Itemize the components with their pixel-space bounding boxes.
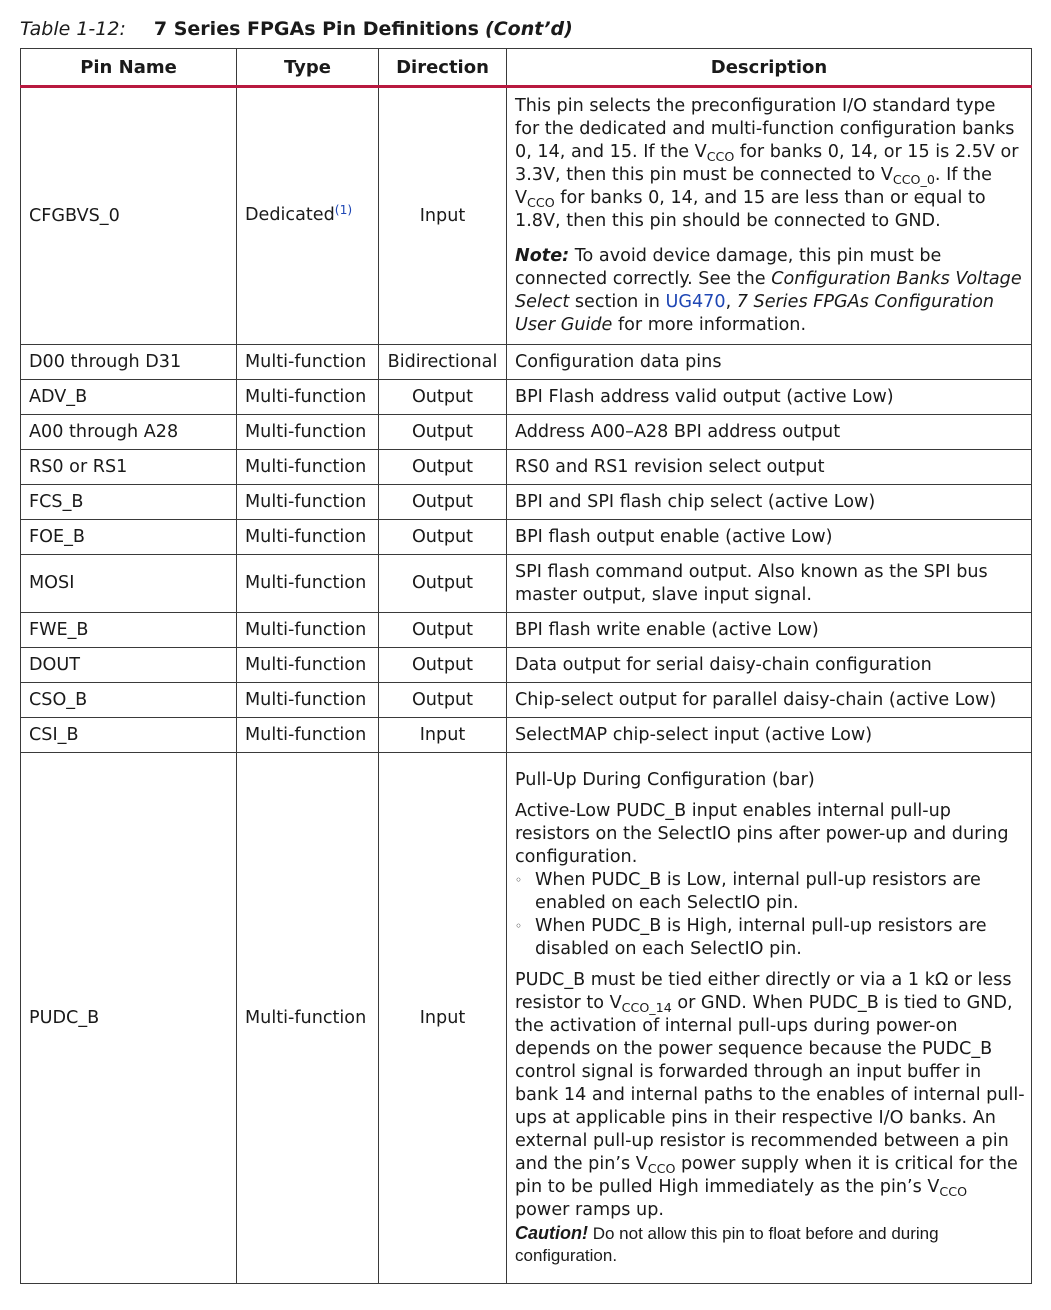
pin-direction: Output xyxy=(379,380,507,415)
pin-name: A00 through A28 xyxy=(21,415,237,450)
header-direction: Direction xyxy=(379,49,507,87)
pin-type: Multi-function xyxy=(237,345,379,380)
cfgbvs-note: Note: To avoid device damage, this pin must be connected correctly. See the Configuration Banks Voltage Select section in UG470, 7 Series FPGAs Configuration User Guide for more information. xyxy=(515,246,1022,335)
pudc-intro: Active-Low PUDC_B input enables internal pull-up resistors on the SelectIO pins after power-up and during configuration. xyxy=(515,801,1009,867)
pin-direction: Output xyxy=(379,683,507,718)
pin-type: Multi-function xyxy=(237,683,379,718)
table-row-cfgbvs xyxy=(21,87,1032,345)
table-row xyxy=(21,415,1032,450)
pin-name: MOSI xyxy=(21,555,237,613)
table-row xyxy=(21,555,1032,613)
cfgbvs-description-text: This pin selects the preconfiguration I/O standard type for the dedicated and multi-function configuration banks 0, 14, and 15. If the $V_{CCO}$ for banks 0, 14, or 15 is 2.5V or 3.3V, then this pin must be connected to $V_{CCO\_0}$. If the $V_{CCO}$ for banks 0, 14, and 15 are less than or equal to 1.8V, then this pin should be connected to GND. xyxy=(515,96,1019,231)
header-type: Type xyxy=(237,49,379,87)
pin-description: BPI and SPI flash chip select (active Low) xyxy=(507,485,1032,520)
table-row xyxy=(21,450,1032,485)
pin-type: Multi-function xyxy=(237,555,379,613)
table-caption xyxy=(20,16,573,42)
table-row xyxy=(21,683,1032,718)
table-row-pudc xyxy=(21,753,1032,1284)
pin-name: PUDC_B xyxy=(21,753,237,1284)
pin-type: Multi-function xyxy=(237,520,379,555)
pin-name: D00 through D31 xyxy=(21,345,237,380)
pin-name: CFGBVS_0 xyxy=(21,87,237,345)
pin-description: BPI flash write enable (active Low) xyxy=(507,613,1032,648)
pin-direction: Output xyxy=(379,485,507,520)
pin-direction: Input xyxy=(379,753,507,1284)
pin-direction: Output xyxy=(379,613,507,648)
ug470-link[interactable]: UG470 xyxy=(665,292,726,312)
pin-type: Multi-function xyxy=(237,450,379,485)
pin-type: Multi-function xyxy=(237,485,379,520)
header-pin-name: Pin Name xyxy=(21,49,237,87)
pin-type: Multi-function xyxy=(237,380,379,415)
table-row xyxy=(21,520,1032,555)
pin-description: Chip-select output for parallel daisy-chain (active Low) xyxy=(507,683,1032,718)
pin-type: Multi-function xyxy=(237,415,379,450)
pin-description: RS0 and RS1 revision select output xyxy=(507,450,1032,485)
pudc-body: PUDC_B must be tied either directly or via a 1 kΩ or less resistor to $V_{CCO\_14}$ or GND. When PUDC_B is tied to GND, the activation of internal pull-ups during power-on depends on the power sequence because the PUDC_B control signal is forwarded through an input buffer in bank 14 and internal paths to the enables of internal pull-ups at applicable pins in their respective I/O banks. An external pull-up resistor is recommended between a pin and the pin’s $V_{CCO}$ power supply when it is critical for the pin to be pulled High immediately as the pin’s $V_{CCO}$ power ramps up. xyxy=(515,970,1025,1220)
pin-type: Multi-function xyxy=(237,753,379,1284)
pin-direction: Input xyxy=(379,718,507,753)
footnote-ref-link[interactable]: (1) xyxy=(334,203,353,217)
bullet-icon: ◦ xyxy=(515,873,523,887)
bullet-icon: ◦ xyxy=(515,919,523,933)
pin-direction: Output xyxy=(379,555,507,613)
header-description: Description xyxy=(507,49,1032,87)
table-title: 7 Series FPGAs Pin Definitions xyxy=(153,18,479,40)
pin-type: Multi-function xyxy=(237,718,379,753)
pudc-heading: Pull-Up During Configuration (bar) xyxy=(515,770,815,790)
pin-direction: Output xyxy=(379,415,507,450)
pin-description: Address A00–A28 BPI address output xyxy=(507,415,1032,450)
pin-description: BPI Flash address valid output (active Low) xyxy=(507,380,1032,415)
pin-description: Data output for serial daisy-chain configuration xyxy=(507,648,1032,683)
pin-type: Dedicated$^{(1)}$ xyxy=(237,87,379,345)
pin-description: SelectMAP chip-select input (active Low) xyxy=(507,718,1032,753)
pin-direction: Bidirectional xyxy=(379,345,507,380)
table-row xyxy=(21,380,1032,415)
pin-description: BPI flash output enable (active Low) xyxy=(507,520,1032,555)
pin-direction: Output xyxy=(379,648,507,683)
pin-name: DOUT xyxy=(21,648,237,683)
pin-description: SPI flash command output. Also known as the SPI bus master output, slave input signal. xyxy=(507,555,1032,613)
list-item: ◦ When PUDC_B is Low, internal pull-up resistors are enabled on each SelectIO pin. xyxy=(515,870,981,913)
pin-name: FCS_B xyxy=(21,485,237,520)
header-row xyxy=(21,49,1032,87)
table-row xyxy=(21,648,1032,683)
pin-name: FOE_B xyxy=(21,520,237,555)
pin-name: CSO_B xyxy=(21,683,237,718)
table-number: Table 1-12: xyxy=(20,18,126,40)
pin-type: Multi-function xyxy=(237,613,379,648)
pin-direction: Output xyxy=(379,520,507,555)
table-row xyxy=(21,485,1032,520)
pin-name: CSI_B xyxy=(21,718,237,753)
caution-note: Caution! Do not allow this pin to float before and during configuration. xyxy=(515,1223,939,1265)
list-item: ◦ When PUDC_B is High, internal pull-up resistors are disabled on each SelectIO pin. xyxy=(515,916,987,959)
pin-description xyxy=(507,87,1032,345)
pin-name: FWE_B xyxy=(21,613,237,648)
table-row xyxy=(21,613,1032,648)
pin-name: RS0 or RS1 xyxy=(21,450,237,485)
pin-description: Configuration data pins xyxy=(507,345,1032,380)
pin-type: Multi-function xyxy=(237,648,379,683)
pin-name: ADV_B xyxy=(21,380,237,415)
pin-description xyxy=(507,753,1032,1284)
table-cont: (Cont’d) xyxy=(485,18,573,40)
pin-direction: Output xyxy=(379,450,507,485)
pin-definitions-table xyxy=(20,48,1032,1284)
pin-direction: Input xyxy=(379,87,507,345)
table-row xyxy=(21,345,1032,380)
table-row xyxy=(21,718,1032,753)
